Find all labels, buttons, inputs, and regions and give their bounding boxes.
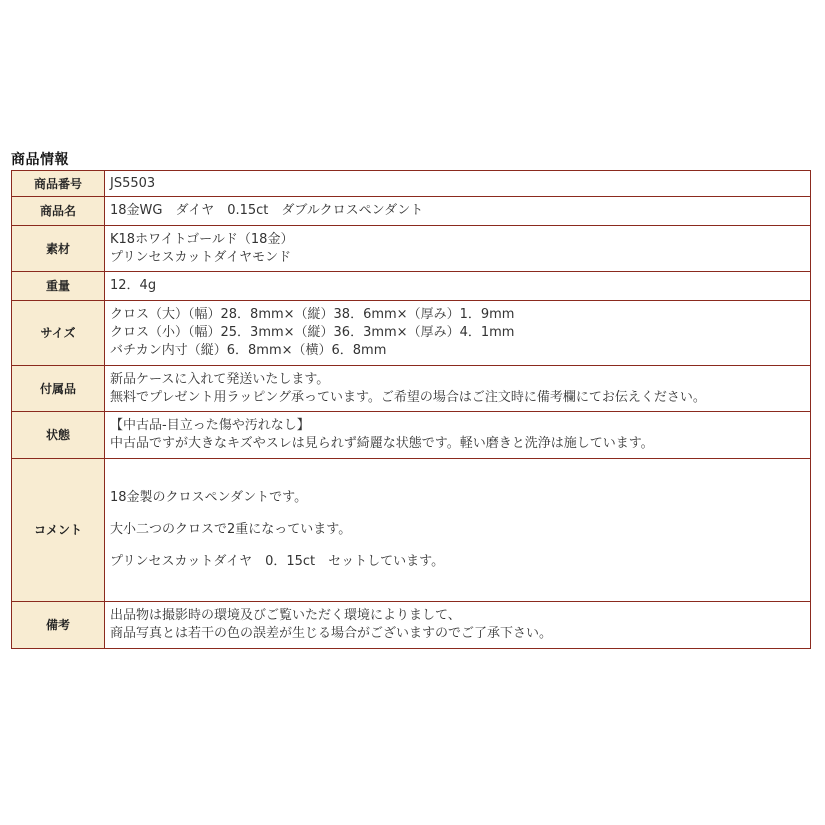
row-product-code	[12, 171, 811, 197]
section-title: 商品情報	[11, 152, 69, 168]
value-product-code: JS5503	[105, 171, 811, 197]
value-accessories	[105, 366, 811, 412]
label-weight: 重量	[12, 272, 105, 301]
value-condition	[105, 412, 811, 459]
label-remarks: 備考	[12, 602, 105, 649]
label-comment: コメント	[12, 459, 105, 602]
label-condition: 状態	[12, 412, 105, 459]
row-product-name	[12, 197, 811, 226]
remarks-line: 商品写真とは若干の色の誤差が生じる場合がございますのでご了承下さい。	[110, 626, 553, 641]
row-comment	[12, 459, 811, 602]
size-line: クロス（小）（幅）25．3mm×（縦）36．3mm×（厚み）4．1mm	[110, 325, 515, 340]
comment-line: プリンセスカットダイヤ 0．15ct セットしています。	[110, 554, 445, 569]
row-accessories	[12, 366, 811, 412]
comment-gap	[110, 539, 804, 553]
label-product-name: 商品名	[12, 197, 105, 226]
product-info-table	[11, 170, 811, 649]
value-remarks	[105, 602, 811, 649]
value-comment	[105, 459, 811, 602]
comment-line: 18金製のクロスペンダントです。	[110, 490, 308, 505]
row-material	[12, 226, 811, 272]
accessories-line: 新品ケースに入れて発送いたします。	[110, 371, 330, 387]
row-remarks	[12, 602, 811, 649]
label-material: 素材	[12, 226, 105, 272]
size-line: バチカン内寸（縦）6．8mm×（横）6．8mm	[110, 343, 387, 358]
row-weight	[12, 272, 811, 301]
value-weight: 12．4g	[105, 272, 811, 301]
label-product-code: 商品番号	[12, 171, 105, 197]
value-product-name: 18金WG ダイヤ 0.15ct ダブルクロスペンダント	[105, 197, 811, 226]
value-size	[105, 301, 811, 366]
condition-line: 中古品ですが大きなキズやスレは見られず綺麗な状態です。軽い磨きと洗浄は施しています。	[110, 436, 654, 451]
label-size: サイズ	[12, 301, 105, 366]
remarks-line: 出品物は撮影時の環境及びご覧いただく環境によりまして、	[110, 608, 461, 623]
label-accessories: 付属品	[12, 366, 105, 412]
value-material	[105, 226, 811, 272]
comment-gap	[110, 507, 804, 521]
accessories-line: 無料でプレゼント用ラッピング承っています。ご希望の場合はご注文時に備考欄にてお伝えください。	[110, 389, 706, 405]
size-line: クロス（大）（幅）28．8mm×（縦）38．6mm×（厚み）1．9mm	[110, 307, 515, 322]
condition-line: 【中古品-目立った傷や汚れなし】	[110, 418, 310, 433]
material-line: プリンセスカットダイヤモンド	[110, 249, 292, 265]
material-line: K18ホワイトゴールド（18金）	[110, 231, 294, 247]
row-size	[12, 301, 811, 366]
row-condition	[12, 412, 811, 459]
comment-line: 大小二つのクロスで2重になっています。	[110, 522, 352, 537]
